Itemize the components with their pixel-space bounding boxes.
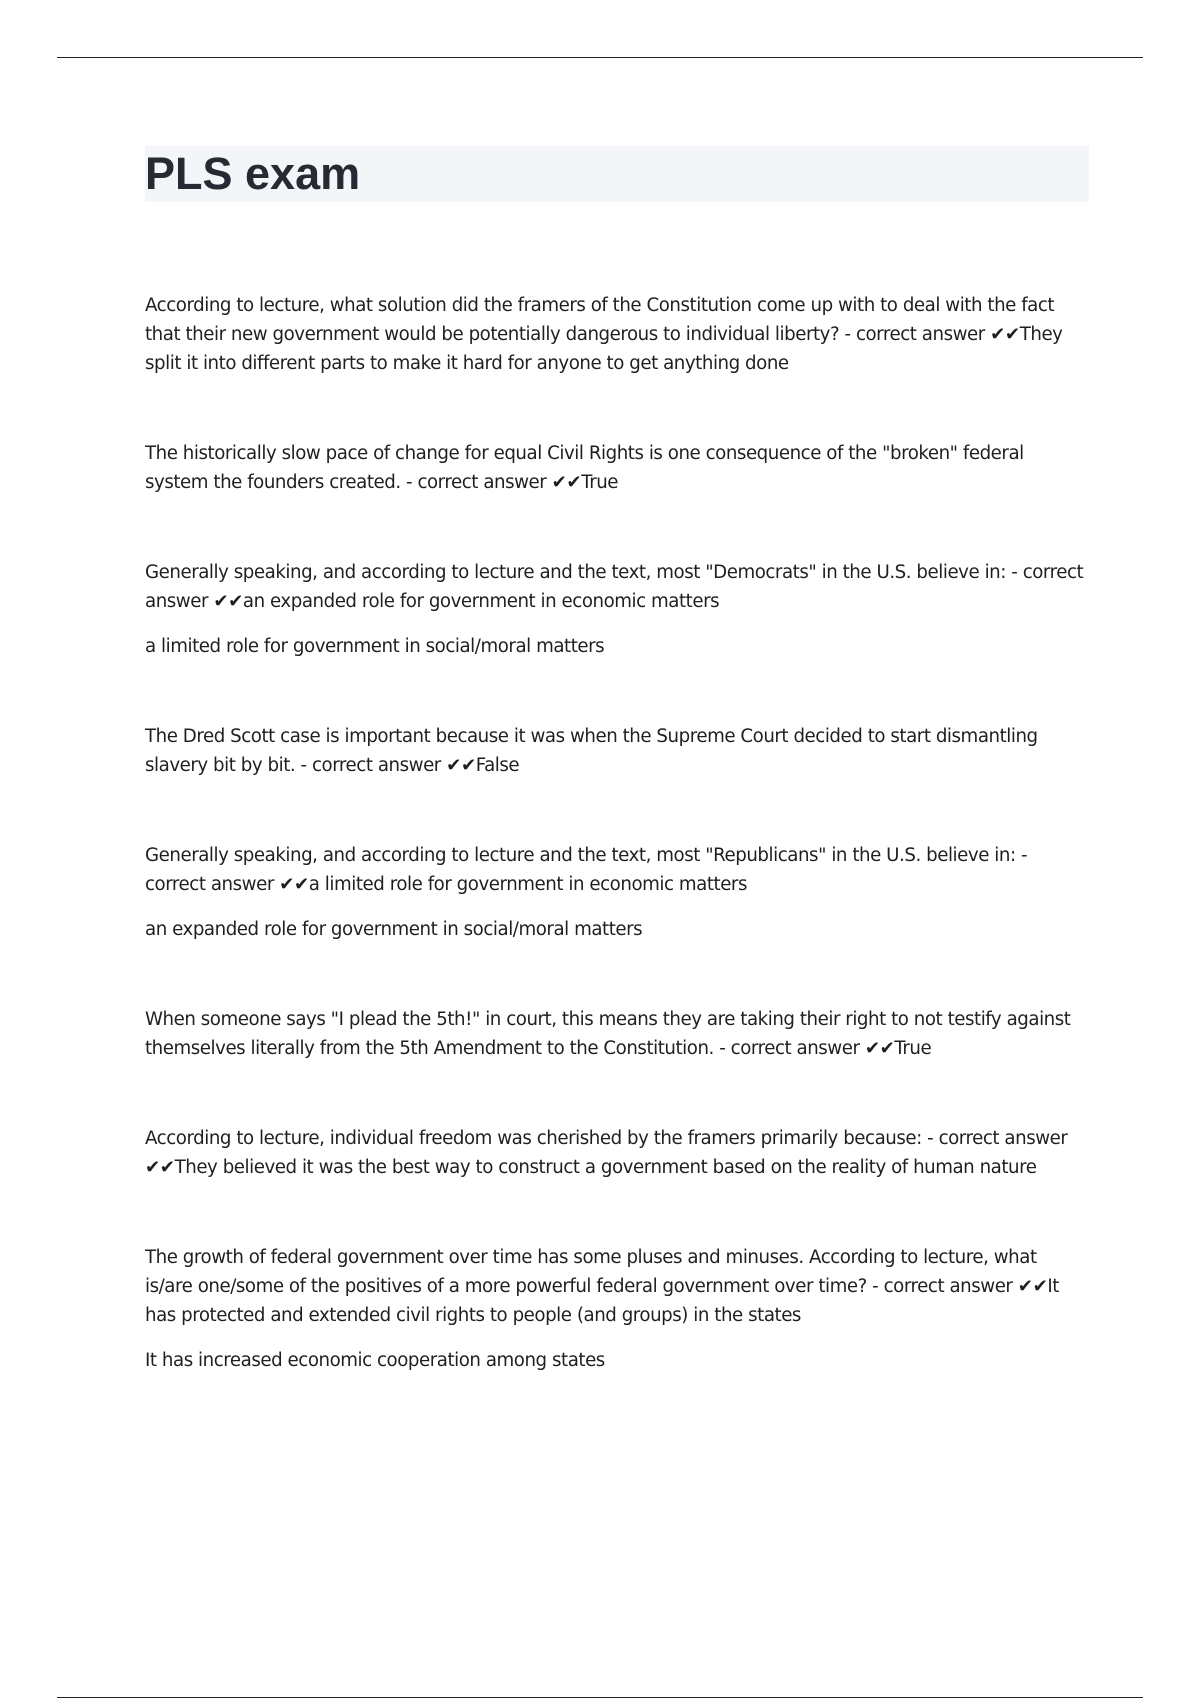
qa-item-2 [145,439,1089,497]
qa-item-6 [145,1005,1089,1063]
qa-item-4 [145,722,1089,780]
qa-question-answer: Generally speaking, and according to lecture and the text, most "Republicans" in the U.S. believe in: - correct answer ✔✔a limited role for government in economic matters [145,845,1028,895]
qa-item-8 [145,1243,1089,1375]
qa-question-answer: When someone says "I plead the 5th!" in court, this means they are taking their right to not testify against themselves literally from the 5th Amendment to the Constitution. - correct answer ✔✔True [145,1009,1071,1059]
qa-question-answer: According to lecture, individual freedom was cherished by the framers primarily because: - correct answer ✔✔They believed it was the best way to construct a government based on the reality of human nature [145,1128,1068,1178]
qa-question-answer: The growth of federal government over time has some pluses and minuses. According to lecture, what is/are one/some of the positives of a more powerful federal government over time? - correct answer ✔✔It has protected and extended civil rights to people (and groups) in the states [145,1247,1059,1326]
qa-item-5 [145,841,1089,944]
qa-question-answer: The historically slow pace of change for equal Civil Rights is one consequence of the "broken" federal system the founders created. - correct answer ✔✔True [145,443,1024,493]
qa-answer-continuation: an expanded role for government in social/moral matters [145,919,643,940]
qa-item-7 [145,1124,1089,1182]
qa-list [145,291,1089,1375]
page-title: PLS exam [145,148,361,199]
qa-answer-continuation: It has increased economic cooperation among states [145,1350,605,1371]
bottom-rule [57,1697,1143,1698]
title-band [145,146,1089,202]
qa-item-1 [145,291,1089,378]
qa-question-answer: The Dred Scott case is important because it was when the Supreme Court decided to start dismantling slavery bit by bit. - correct answer ✔✔False [145,726,1038,776]
qa-answer-continuation: a limited role for government in social/moral matters [145,636,605,657]
qa-question-answer: According to lecture, what solution did the framers of the Constitution come up with to deal with the fact that their new government would be potentially dangerous to individual liberty? - correct answer ✔✔They split it into different parts to make it hard for anyone to get anything done [145,295,1063,374]
top-rule [57,57,1143,58]
qa-item-3 [145,558,1089,661]
qa-question-answer: Generally speaking, and according to lecture and the text, most "Democrats" in the U.S. believe in: - correct answer ✔✔an expanded role for government in economic matters [145,562,1084,612]
